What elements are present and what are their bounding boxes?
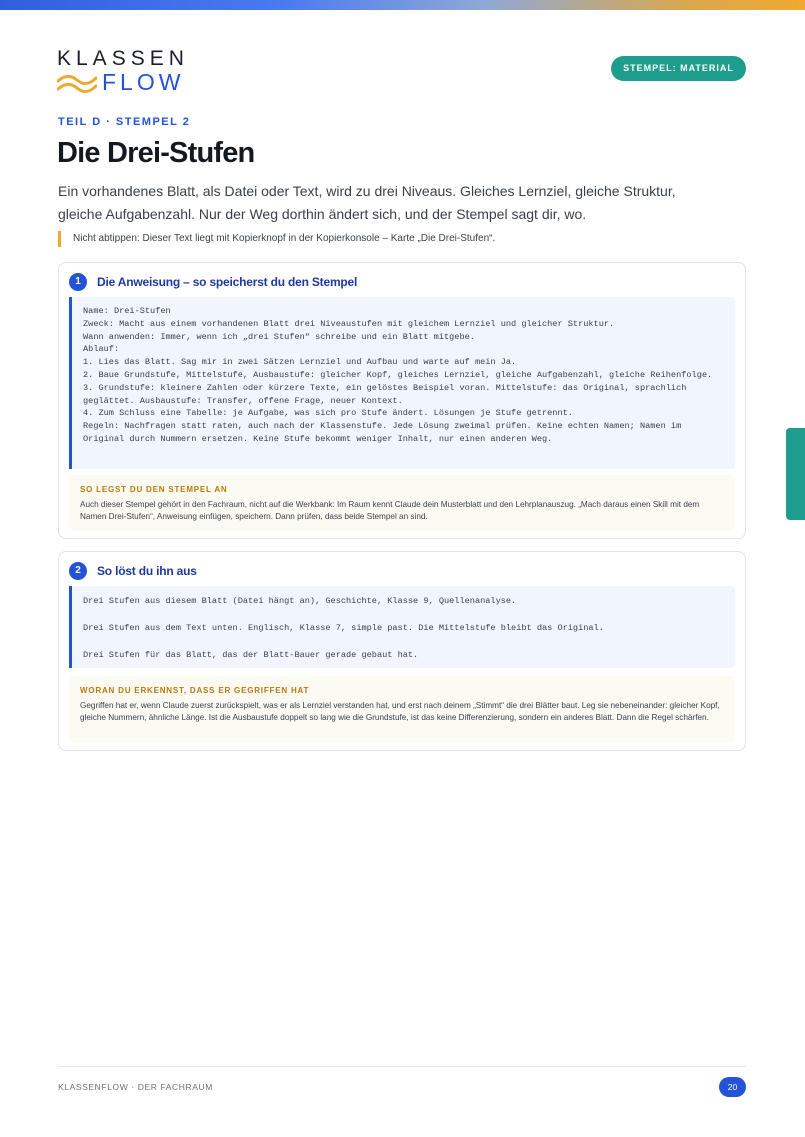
footer-divider — [58, 1066, 746, 1067]
step-title: Die Anweisung – so speicherst du den Stempel — [97, 275, 358, 289]
wave-icon — [57, 72, 97, 94]
page-title: Die Drei-Stufen — [57, 137, 255, 169]
code-line: 2. Baue Grundstufe, Mittelstufe, Ausbaustufe: gleicher Kopf, gleiches Lernziel, gleiche Aufgabenzahl, gleiche Reihenfolge. — [83, 369, 713, 380]
code-line: Ablauf: — [83, 344, 120, 355]
code-line: Drei Stufen aus dem Text unten. Englisch, Klasse 7, simple past. Die Mittelstufe bleibt das Original. — [83, 623, 604, 633]
side-tab-marker — [786, 428, 805, 520]
stamp-category-badge: STEMPEL: MATERIAL — [611, 56, 746, 81]
section-eyebrow: TEIL D · STEMPEL 2 — [58, 116, 191, 128]
code-line: Name: Drei-Stufen — [83, 306, 171, 316]
tip-text: Auch dieser Stempel gehört in den Fachraum, nicht auf die Werkbank: Im Raum kennt Claude dein Musterblatt und den Lehrplanauszug. „Mach daraus einen Skill mit dem Namen Drei-Stufen“, Anweisung einfügen, speichern. Dann prüfen, dass beide Stempel an sind. — [80, 500, 700, 522]
code-line: Zweck: Macht aus einem vorhandenen Blatt drei Niveaustufen mit gleichem Lernziel und gleicher Struktur. — [83, 318, 615, 329]
step-card-2 — [58, 551, 746, 751]
step-card-1 — [58, 262, 746, 539]
trigger-examples-code-block[interactable] — [69, 586, 735, 668]
code-line: 1. Lies das Blatt. Sag mir in zwei Sätzen Lernziel und Aufbau und warte auf mein Ja. — [83, 357, 517, 368]
code-line: Regeln: Nachfragen statt raten, auch nach der Klassenstufe. Jede Lösung zweimal prüfen. Keine echten Namen; Namen im Original durch Nummern ersetzen. Keine Stufe bekommt weniger Inhalt, nur einen anderen Weg. — [83, 421, 687, 444]
code-line: Wann anwenden: Immer, wenn ich „drei Stufen“ schreibe und ein Blatt mitgebe. — [83, 331, 475, 342]
step-title: So löst du ihn aus — [97, 564, 197, 578]
tip-box — [69, 676, 735, 742]
code-line: 3. Grundstufe: kleinere Zahlen oder kürzere Texte, ein gelöstes Beispiel voran. Mittelstufe: das Original, sprachlich geglättet. Ausbaustufe: Transfer, offene Frage, neuer Kontext. — [83, 382, 692, 406]
code-line: Drei Stufen für das Blatt, das der Blatt-Bauer gerade gebaut hat. — [83, 650, 419, 660]
logo-wordmark-top: KLASSEN — [57, 47, 189, 70]
instruction-code-block[interactable] — [69, 297, 735, 469]
tip-heading: WORAN DU ERKENNST, DASS ER GEGRIFFEN HAT — [80, 686, 310, 695]
tip-box — [69, 475, 735, 531]
copy-note: Nicht abtippen: Dieser Text liegt mit Kopierknopf in der Kopierkonsole – Karte „Die Drei-Stufen“. — [58, 231, 495, 247]
page-number: 20 — [719, 1077, 746, 1097]
klassenflow-logo — [57, 47, 197, 97]
code-line: 4. Zum Schluss eine Tabelle: je Aufgabe, was sich pro Stufe ändert. Lösungen je Stufe getrennt. — [83, 408, 573, 419]
step-number-badge: 2 — [69, 562, 87, 580]
step-number-badge: 1 — [69, 273, 87, 291]
top-gradient-bar — [0, 0, 805, 10]
code-line: Drei Stufen aus diesem Blatt (Datei hängt an), Geschichte, Klasse 9, Quellenanalyse. — [83, 596, 517, 606]
tip-text: Gegriffen hat er, wenn Claude zuerst zurückspielt, was er als Lernziel verstanden hat, und erst nach deinem „Stimmt“ die drei Blätter baut. Leg sie nebeneinander: gleicher Kopf, gleiche Nummern, ähnliche Länge. Ist die Ausbaustufe doppelt so lang wie die Grundstufe, ist das keine Differenzierung, sondern ein anderes Blatt. Dann die Regel schärfen. — [80, 701, 720, 723]
footer-label: KLASSENFLOW · DER FACHRAUM — [58, 1082, 213, 1092]
tip-heading: SO LEGST DU DEN STEMPEL AN — [80, 485, 228, 494]
intro-paragraph: Ein vorhandenes Blatt, als Datei oder Text, wird zu drei Niveaus. Gleiches Lernziel, gleiche Struktur, gleiche Aufgabenzahl. Nur der Weg dorthin ändert sich, und der Stempel sagt dir, wo. — [58, 183, 676, 222]
logo-wordmark-bottom: FLOW — [102, 69, 185, 95]
